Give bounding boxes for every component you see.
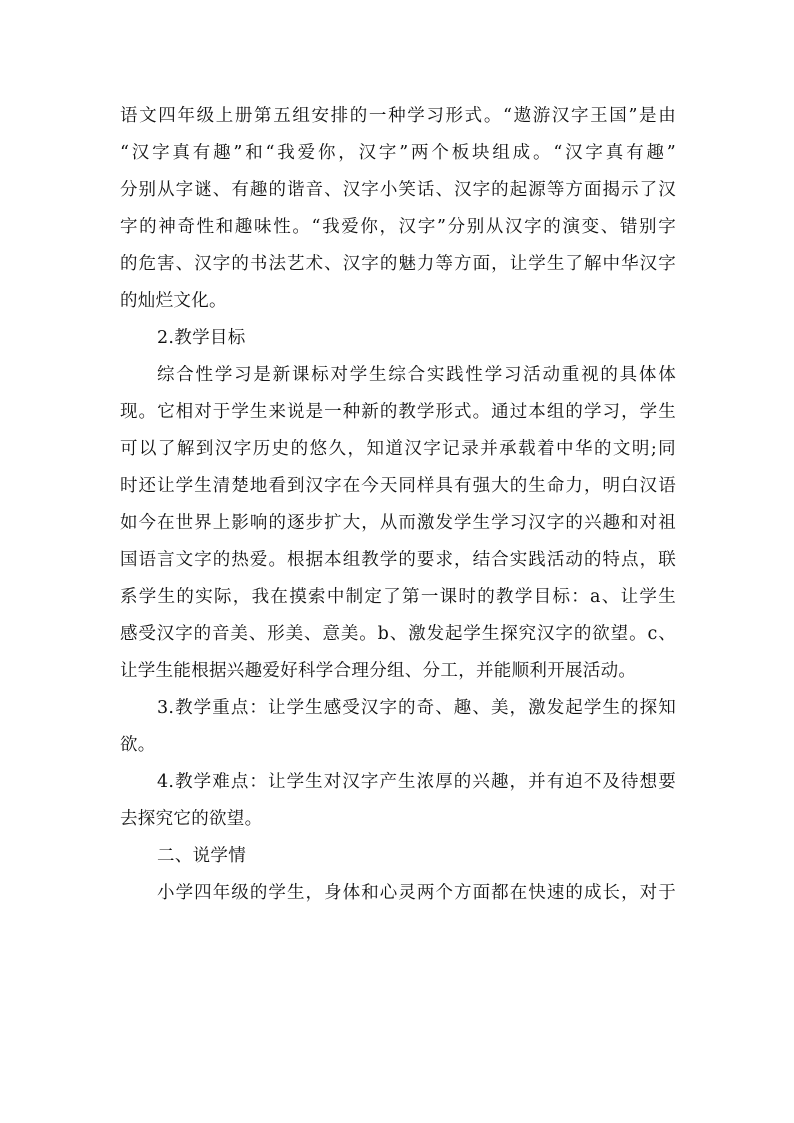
text-line: 字的神奇性和趣味性。“我爱你，汉字”分别从汉字的演变、错别字 xyxy=(120,217,676,237)
text-line: 的灿烂文化。 xyxy=(120,291,227,311)
text-line: 综合性学习是新课标对学生综合实践性学习活动重视的具体体 xyxy=(157,365,676,385)
text-line: 去探究它的欲望。 xyxy=(120,809,263,829)
text-line: 时还让学生清楚地看到汉字在今天同样具有强大的生命力，明白汉语 xyxy=(120,476,676,496)
text-line: 的危害、汉字的书法艺术、汉字的魅力等方面，让学生了解中华汉字 xyxy=(120,254,676,274)
text-line: 系学生的实际，我在摸索中制定了第一课时的教学目标：a、让学生 xyxy=(120,587,676,607)
text-line: 4.教学难点：让学生对汉字产生浓厚的兴趣，并有迫不及待想要 xyxy=(157,772,676,792)
text-line: 分别从字谜、有趣的谐音、汉字小笑话、汉字的起源等方面揭示了汉 xyxy=(120,180,676,200)
text-line: 国语言文字的热爱。根据本组教学的要求，结合实践活动的特点，联 xyxy=(120,550,676,570)
text-line: 语文四年级上册第五组安排的一种学习形式。“遨游汉字王国”是由 xyxy=(120,106,676,126)
text-line: 3.教学重点：让学生感受汉字的奇、趣、美，激发起学生的探知 xyxy=(157,698,676,718)
text-line: 2.教学目标 xyxy=(157,328,246,348)
text-line: 可以了解到汉字历史的悠久，知道汉字记录并承载着中华的文明;同 xyxy=(120,439,676,459)
text-line: 如今在世界上影响的逐步扩大，从而激发学生学习汉字的兴趣和对祖 xyxy=(120,513,676,533)
text-line: 欲。 xyxy=(120,735,156,755)
text-line: 感受汉字的音美、形美、意美。b、激发起学生探究汉字的欲望。c、 xyxy=(120,624,676,644)
text-line: “汉字真有趣”和“我爱你，汉字”两个板块组成。“汉字真有趣” xyxy=(120,143,676,163)
text-line: 小学四年级的学生，身体和心灵两个方面都在快速的成长，对于 xyxy=(157,883,676,903)
text-line: 二、说学情 xyxy=(157,846,246,866)
text-line: 让学生能根据兴趣爱好科学合理分组、分工，并能顺利开展活动。 xyxy=(120,661,637,681)
text-line: 现。它相对于学生来说是一种新的教学形式。通过本组的学习，学生 xyxy=(120,402,676,422)
document-body xyxy=(120,98,676,912)
